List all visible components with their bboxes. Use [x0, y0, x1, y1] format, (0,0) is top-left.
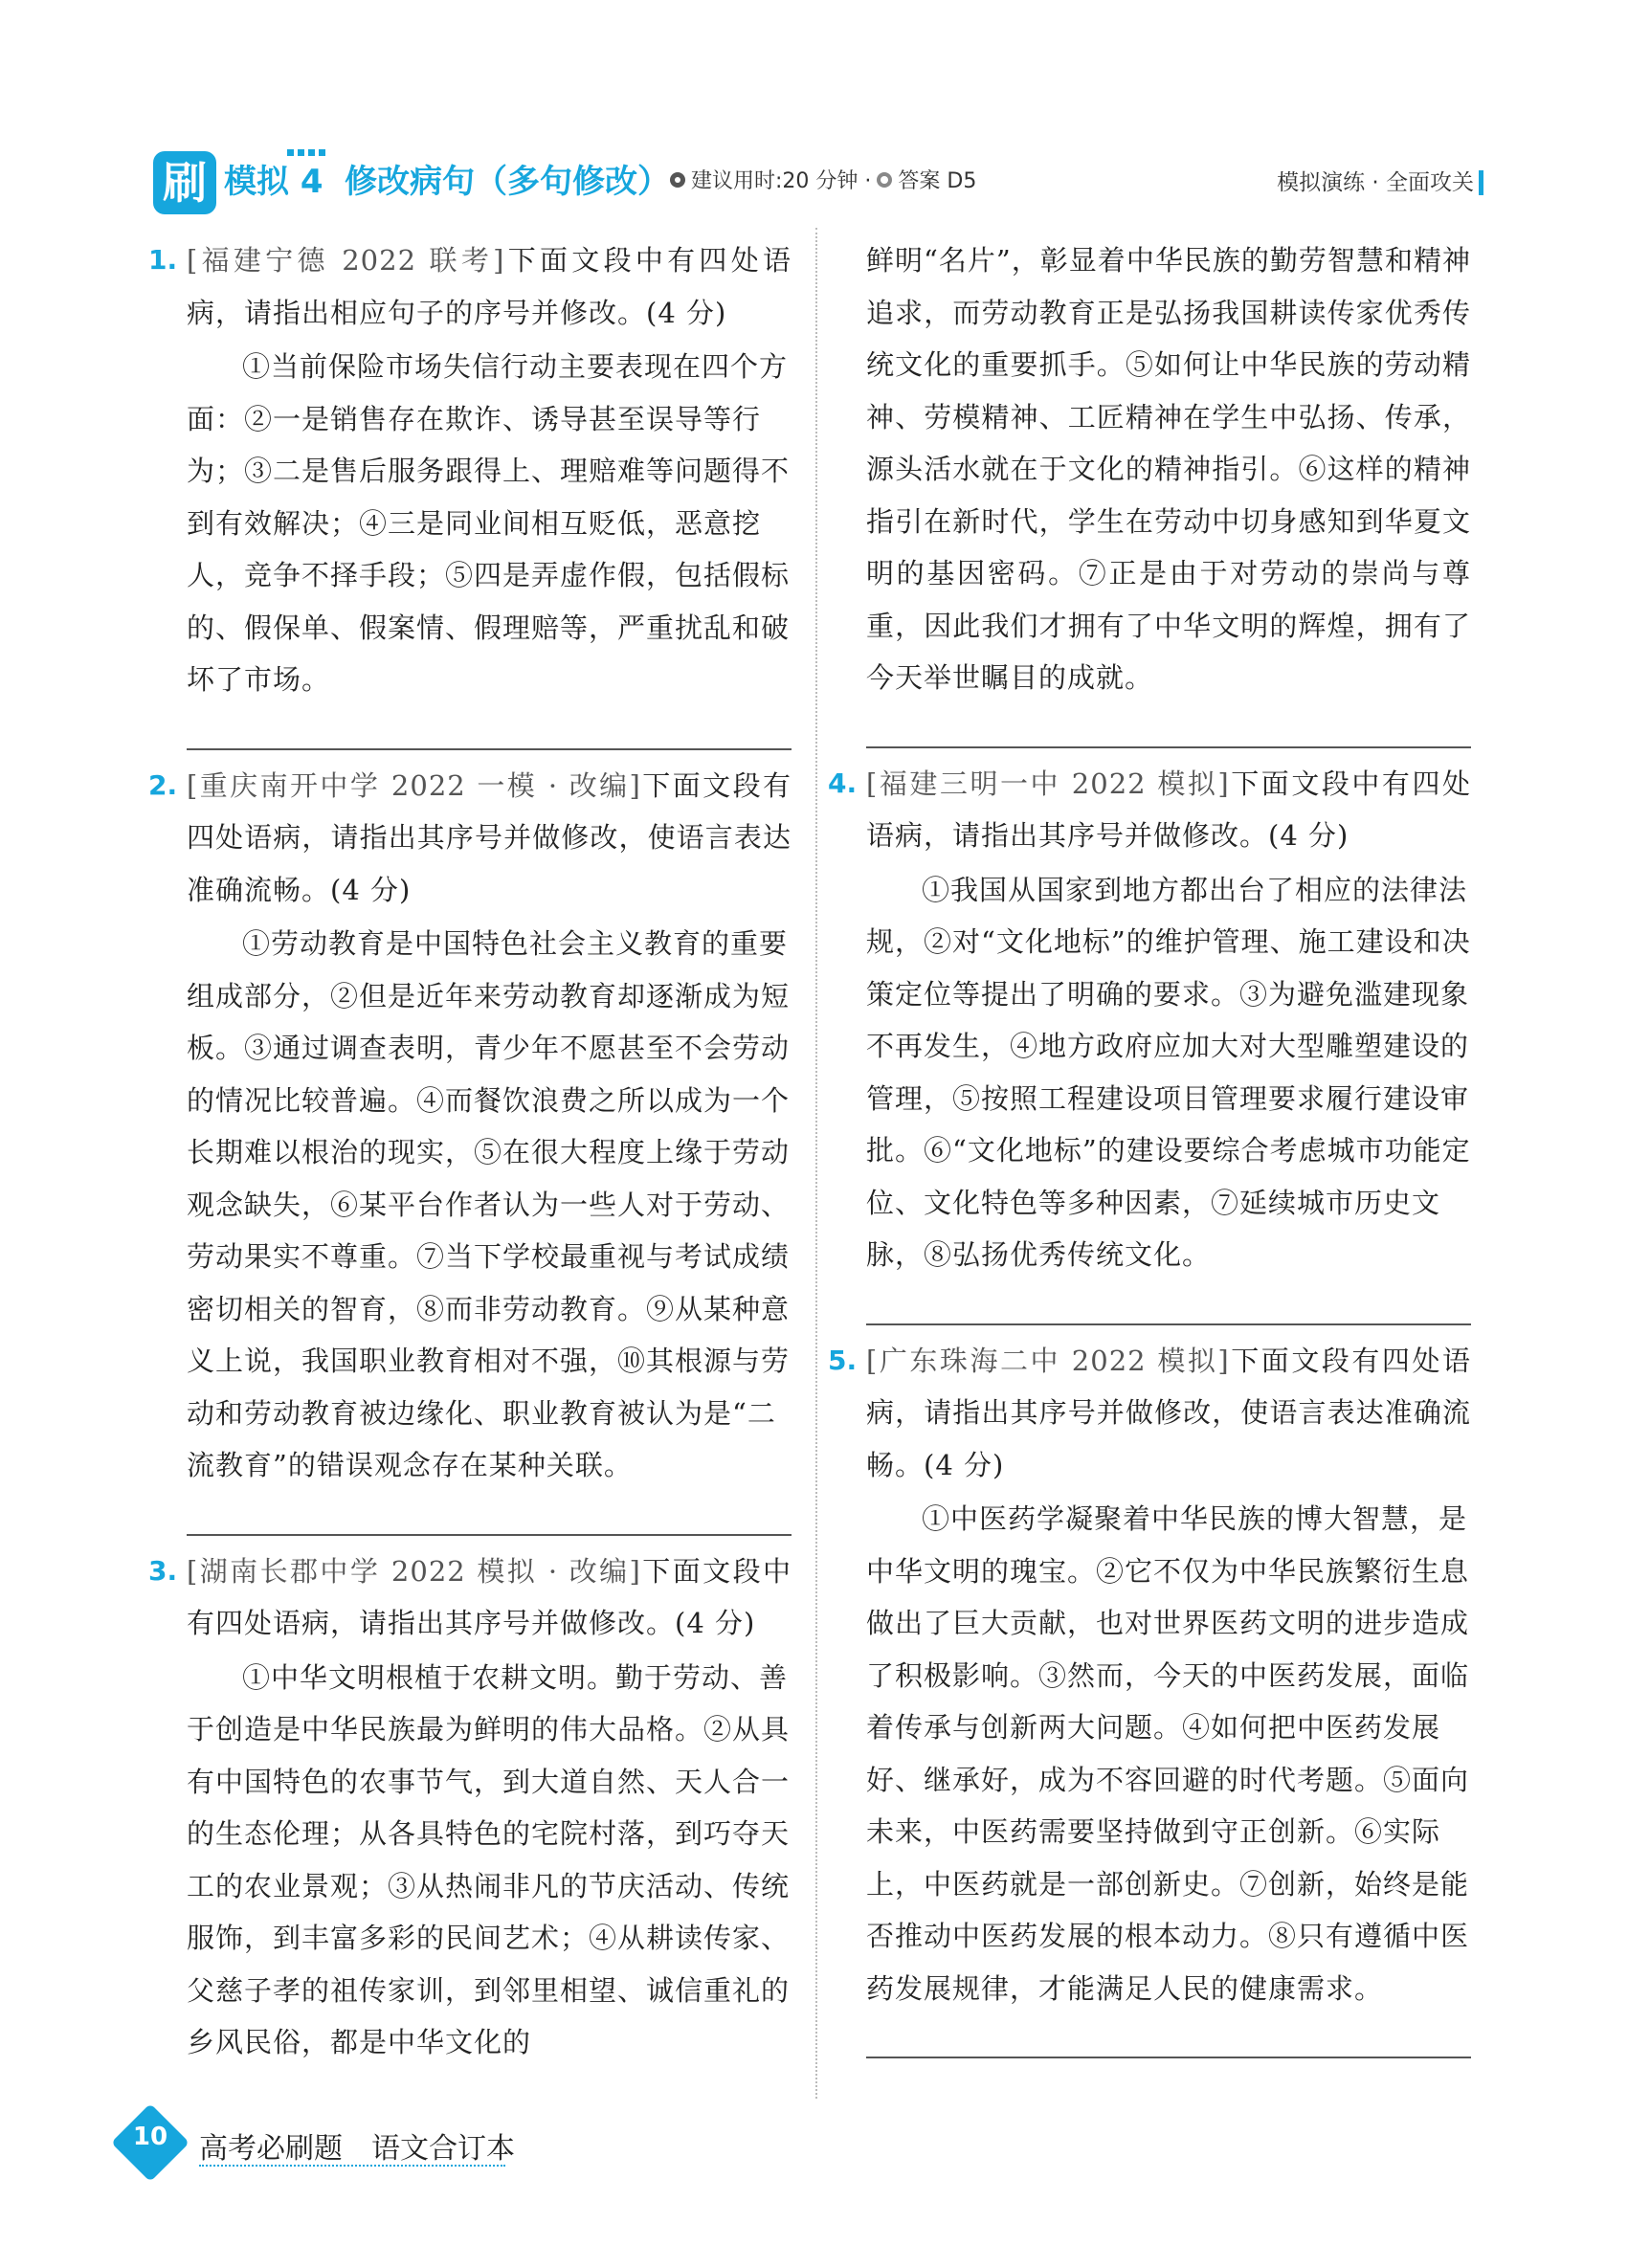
book-title: 高考必刷题 语文合订本 — [199, 2132, 515, 2166]
answer-hint: 答案 D5 — [898, 169, 977, 193]
question-text: ①劳动教育是中国特色社会主义教育的重要组成部分，②但是近年来劳动教育却逐渐成为短板。③通过调查表明，青少年不愿甚至不会劳动的情况比较普遍。④而餐饮浪费之所以成为一个长期难以根治的现实，⑤在很大程度上缘于劳动观念缺失，⑥某平台作者认为一些人对于劳动、劳动果实不尊重。⑦当下学校最重视与考试成绩密切相关的智育，⑧而非劳动教育。⑨从某种意义上说，我国职业教育相对不强，⑩其根源与劳动和劳动教育被边缘化、职业教育被认为是“二流教育”的错误观念存在某种关联。 — [187, 927, 791, 1481]
question-source: [湖南长郡中学 2022 模拟 · 改编] — [187, 1554, 641, 1588]
question-5 — [828, 1325, 1471, 2015]
question-3 — [148, 1536, 792, 2069]
column-divider — [815, 228, 817, 2099]
question-text: ①我国从国家到地方都出台了相应的法律法规，②对“文化地标”的维护管理、施工建设和决策定位等提出了明确的要求。③为避免滥建现象不再发生，④地方政府应加大对大型雕塑建设的管理，⑤按照工程建设项目管理要求履行建设审批。⑥“文化地标”的建设要综合考虑城市功能定位、文化特色等多种因素，⑦延续城市历史文脉，⑧弘扬优秀传统文化。 — [866, 873, 1471, 1271]
clock-icon — [670, 172, 685, 188]
header-accent-bar — [1479, 170, 1483, 195]
question-number: 3. — [148, 1554, 178, 1587]
mock-label: 模拟 4 — [224, 163, 323, 201]
question-4 — [828, 748, 1471, 1281]
question-text-continued: 鲜明“名片”，彰显着中华民族的勤劳智慧和精神追求，而劳动教育正是弘扬我国耕读传家优秀传统文化的重要抓手。⑤如何让中华民族的劳动精神、劳模精神、工匠精神在学生中弘扬、传承，源头活水就在于文化的精神指引。⑥这样的精神指引在新时代，学生在劳动中切身感知到华夏文明的基因密码。⑦正是由于对劳动的崇尚与尊重，因此我们才拥有了中华文明的辉煌，拥有了今天举世瞩目的成就。 — [866, 244, 1471, 694]
time-hint: 建议用时:20 分钟 · — [691, 169, 872, 193]
brand-logo: 刷 — [153, 151, 216, 214]
question-number: 5. — [828, 1344, 858, 1376]
question-prompt: 下面文段有四处语病，请指出其序号并做修改，使语言表达准确流畅。(4 分) — [187, 768, 792, 906]
question-source: [广东珠海二中 2022 模拟] — [866, 1344, 1230, 1377]
question-number: 4. — [828, 767, 858, 799]
footer-rule — [199, 2165, 505, 2167]
question-prompt: 下面文段有四处语病，请指出其序号并做修改，使语言表达准确流畅。(4 分) — [866, 1344, 1471, 1481]
header-meta — [670, 165, 976, 194]
question-prompt: 下面文段中有四处语病，请指出其序号并做修改。(4 分) — [187, 1554, 792, 1639]
page-header — [153, 144, 1474, 220]
question-source: [福建三明一中 2022 模拟] — [866, 767, 1230, 800]
section-title: 修改病句（多句修改） — [345, 163, 670, 201]
header-right-label: 模拟演练 · 全面攻关 — [1277, 170, 1474, 195]
question-2 — [148, 750, 792, 1492]
right-column — [828, 225, 1471, 2058]
question-separator — [866, 2057, 1471, 2058]
question-number: 2. — [148, 768, 178, 801]
question-3-continued — [866, 225, 1471, 704]
page-footer — [123, 2113, 524, 2170]
page-number: 10 — [132, 2123, 168, 2151]
question-text: ①中华文明根植于农耕文明。勤于劳动、善于创造是中华民族最为鲜明的伟大品格。②从具有中国特色的农事节气，到大道自然、天人合一的生态伦理；从各具特色的宅院村落，到巧夺天工的农业景观；③从热闹非凡的节庆活动、传统服饰，到丰富多彩的民间艺术；④从耕读传家、父慈子孝的祖传家训，到邻里相望、诚信重礼的乡风民俗，都是中华文化的 — [187, 1660, 791, 2058]
question-prompt: 下面文段中有四处语病，请指出相应句子的序号并修改。(4 分) — [187, 244, 792, 329]
question-source: [福建宁德 2022 联考] — [187, 244, 505, 277]
answer-icon — [877, 172, 892, 188]
question-text: ①当前保险市场失信行动主要表现在四个方面：②一是销售存在欺诈、诱导甚至误导等行为；③二是售后服务跟得上、理赔难等问题得不到有效解决；④三是同业间相互贬低，恶意挖人，竞争不择手段；⑤四是弄虚作假，包括假标的、假保单、假案情、假理赔等，严重扰乱和破坏了市场。 — [187, 350, 791, 696]
question-source: [重庆南开中学 2022 一模 · 改编] — [187, 768, 641, 802]
question-text: ①中医药学凝聚着中华民族的博大智慧，是中华文明的瑰宝。②它不仅为中华民族繁衍生息做出了巨大贡献，也对世界医药文明的进步造成了积极影响。③然而，今天的中医药发展，面临着传承与创新两大问题。④如何把中医药发展好、继承好，成为不容回避的时代考题。⑤面向未来，中医药需要坚持做到守正创新。⑥实际上，中医药就是一部创新史。⑦创新，始终是能否推动中医药发展的根本动力。⑧只有遵循中医药发展规律，才能满足人民的健康需求。 — [866, 1502, 1470, 2005]
question-1 — [148, 225, 792, 706]
left-column — [148, 225, 792, 2069]
question-number: 1. — [148, 244, 178, 276]
question-prompt: 下面文段中有四处语病，请指出其序号并做修改。(4 分) — [866, 767, 1471, 852]
